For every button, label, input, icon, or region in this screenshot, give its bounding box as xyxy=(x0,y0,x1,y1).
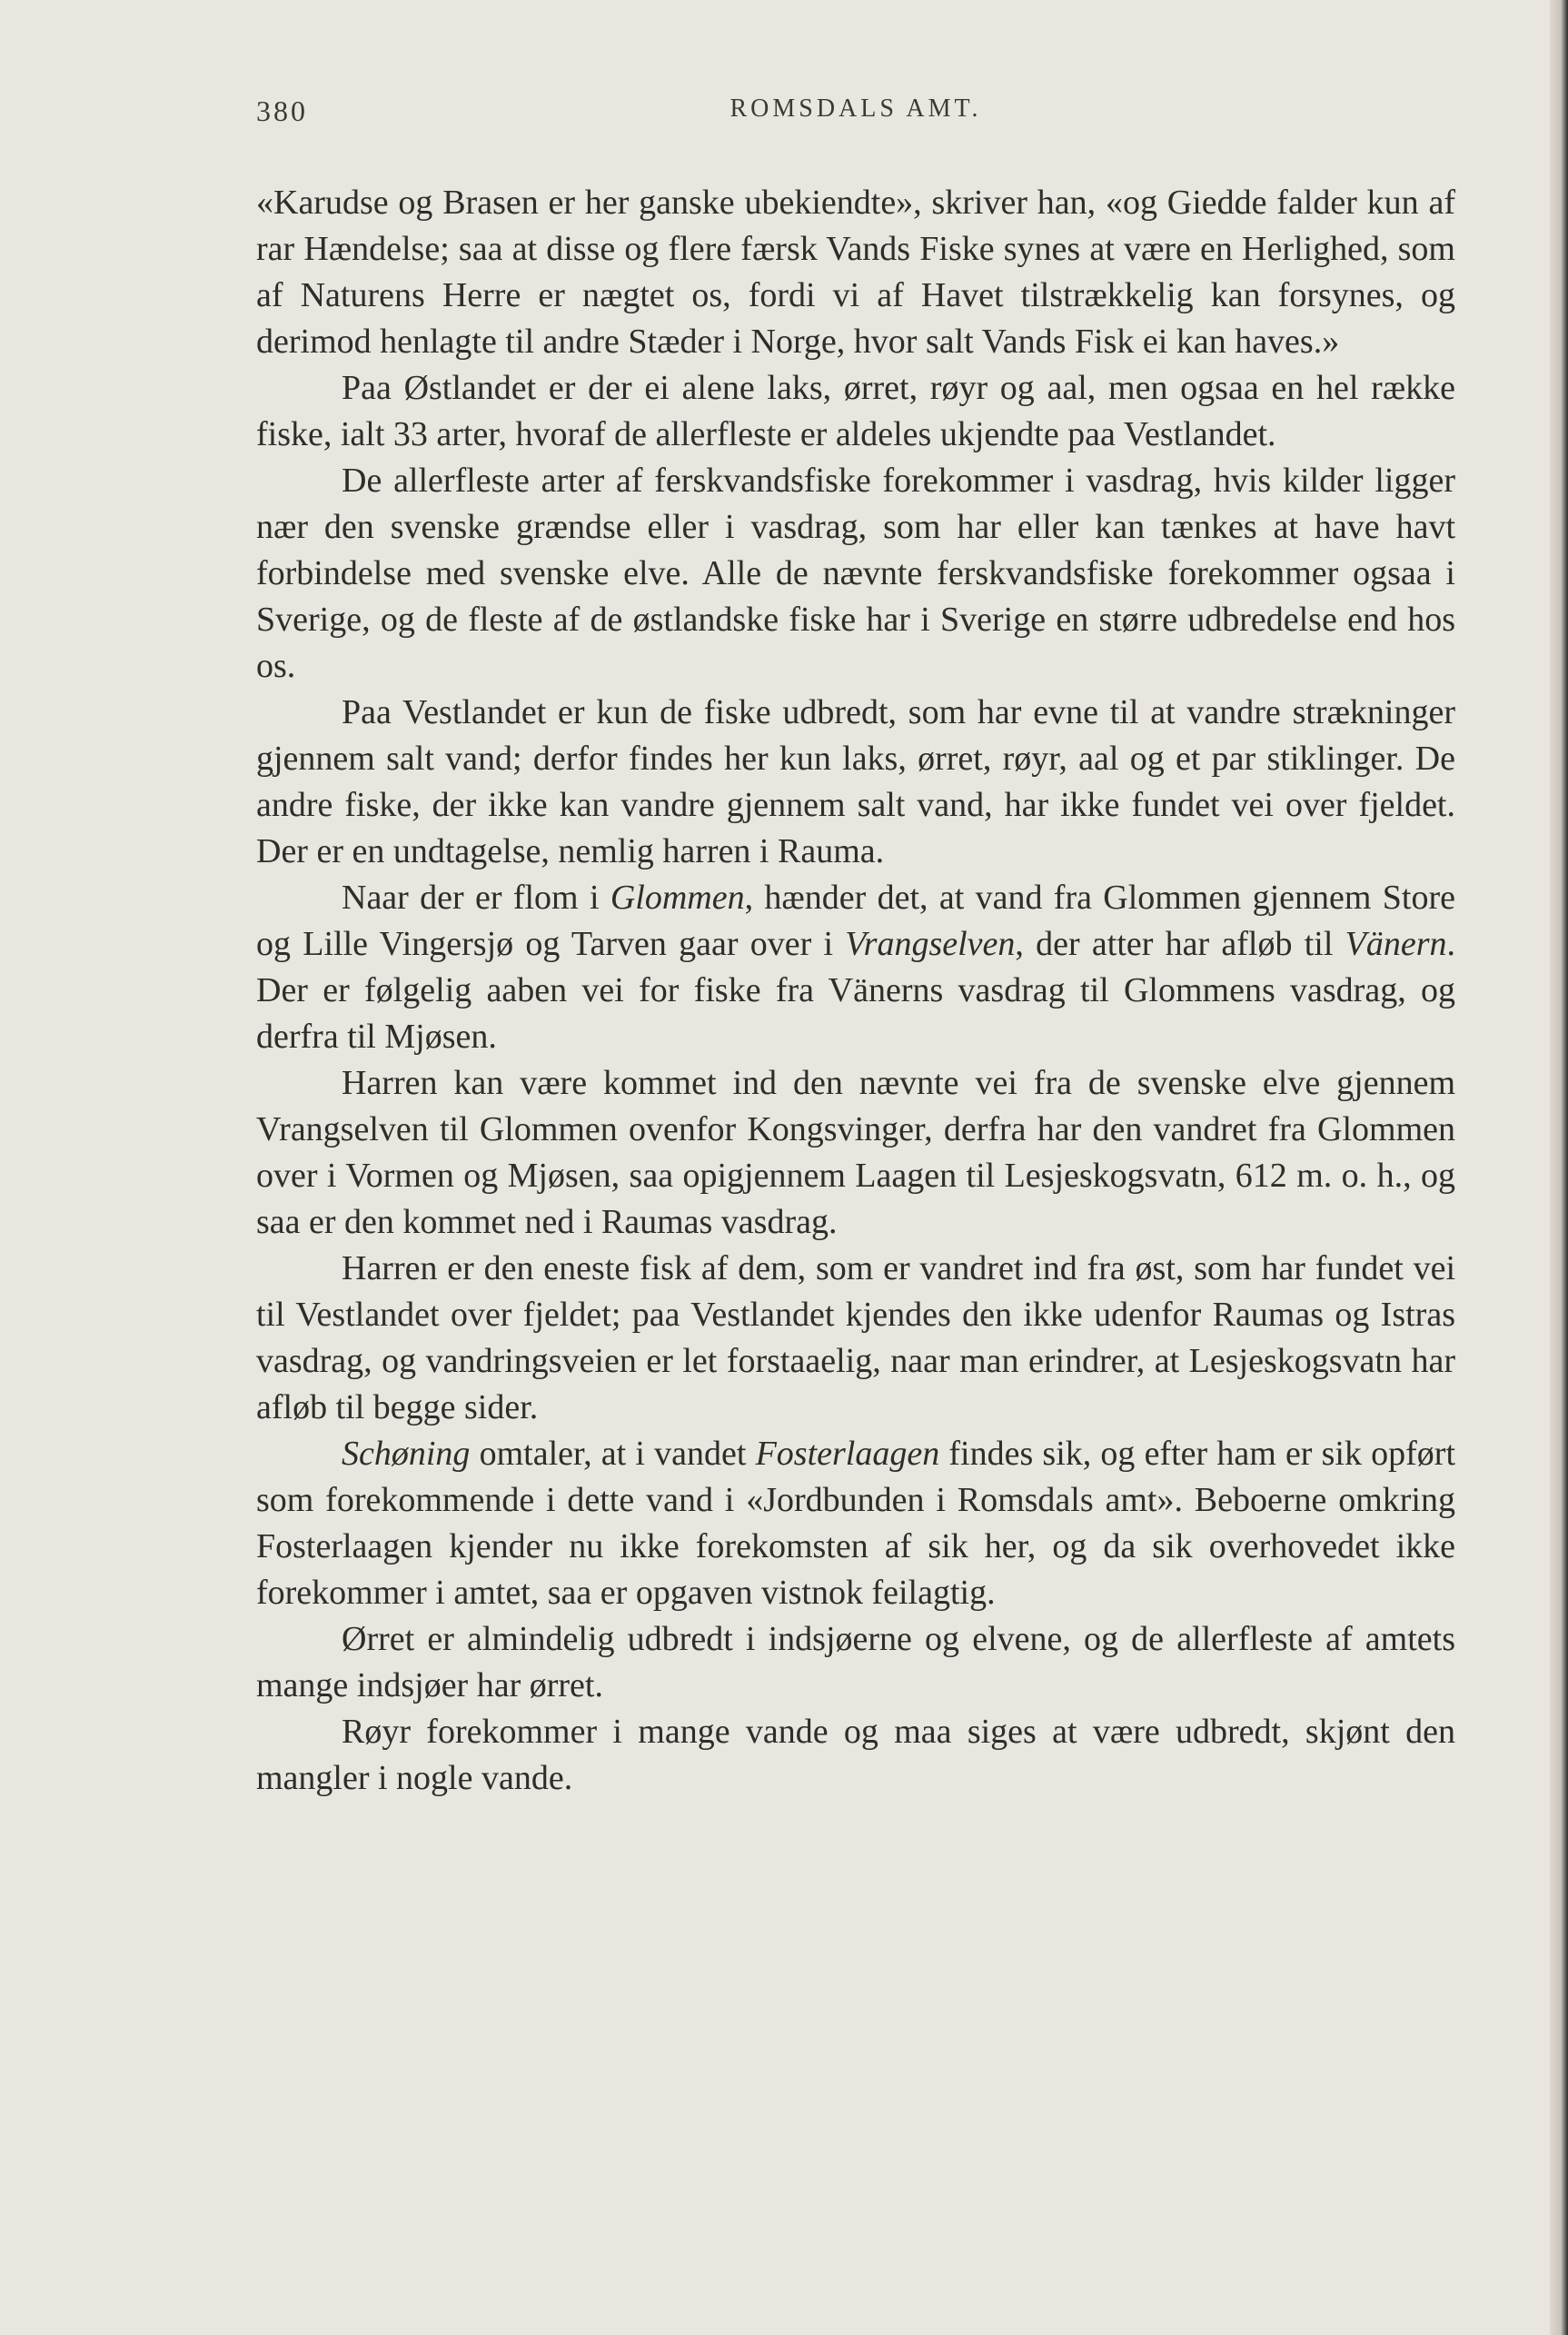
paragraph-ostlandet: Paa Østlandet er der ei alene laks, ørret, røyr og aal, men ogsaa en hel række fiske, ialt 33 arter, hvoraf de allerfleste er aldeles ukjendte paa Vestlandet. xyxy=(256,369,1455,453)
page-edge-shadow xyxy=(1550,0,1568,2335)
paragraph-vestlandet: Paa Vestlandet er kun de fiske udbredt, som har evne til at vandre strækninger gjennem salt vand; derfor findes her kun laks, ørret, røyr, aal og et par stiklinger. De andre fiske, der ikke kan vandre gjennem salt vand, har ikke fundet vei over fjeldet. Der er en undtagelse, nemlig harren i Rauma. xyxy=(256,693,1455,870)
text-run: . Der er følgelig aaben vei for fiske fra Vänerns vasdrag til Glommens vasdrag, og derfra til Mjøsen. xyxy=(256,925,1456,1056)
text-run: , hænder det, at vand fra Glommen gjennem Store og Lille Vingersjø og Tarven gaar over i xyxy=(256,879,1455,963)
page-header xyxy=(256,94,1455,140)
paragraph-royr: Røyr forekommer i mange vande og maa siges at være udbredt, skjønt den mangler i nogle vande. xyxy=(256,1713,1455,1797)
text-run: Naar der er flom i xyxy=(342,879,610,917)
paragraph-quote-karudse: «Karudse og Brasen er her ganske ubekiendte», skriver han, «og Giedde falder kun af rar Hændelse; saa at disse og flere færsk Vands Fiske synes at være en Herlighed, som af Naturens Herre er nægtet os, fordi vi af Havet tilstrækkelig kan forsynes, og derimod henlagte til andre Stæder i Norge, hvor salt Vands Fisk ei kan haves.» xyxy=(256,184,1455,361)
paragraph-harren-vei: Harren kan være kommet ind den nævnte vei fra de svenske elve gjennem Vrangselven til Glommen ovenfor Kongsvinger, derfra har den vandret fra Glommen over i Vormen og Mjøsen, saa opigjennem Laagen til Lesjeskogsvatn, 612 m. o. h., og saa er den kommet ned i Raumas vasdrag. xyxy=(256,1064,1455,1241)
paragraph-harren-eneste: Harren er den eneste fisk af dem, som er vandret ind fra øst, som har fundet vei til Vestlandet over fjeldet; paa Vestlandet kjendes den ikke udenfor Raumas og Istras vasdrag, og vandringsveien er let forstaaelig, naar man erindrer, at Lesjeskogsvatn har afløb til begge sider. xyxy=(256,1249,1455,1426)
text-run: findes sik, og efter ham er sik opført som forekommende i dette vand i «Jordbunden i Romsdals amt». Beboerne omkring Fosterlaagen kjender nu ikke forekomsten af sik her, og da sik overhovedet ikke forekommer i amtet, saa er opgaven vistnok feilagtig. xyxy=(256,1435,1456,1612)
body-text xyxy=(256,180,1455,1802)
place-name-italic: Vänern xyxy=(1345,925,1447,963)
place-name-italic: Fosterlaagen xyxy=(755,1435,940,1473)
text-run: , der atter har afløb til xyxy=(1015,925,1345,963)
paragraph-orret: Ørret er almindelig udbredt i indsjøerne og elvene, og de allerfleste af amtets mange indsjøer har ørret. xyxy=(256,1620,1455,1704)
running-title: ROMSDALS AMT. xyxy=(729,94,982,123)
paragraph-ferskvandsfiske: De allerfleste arter af ferskvandsfiske forekommer i vasdrag, hvis kilder ligger nær den svenske grændse eller i vasdrag, som har eller kan tænkes at have havt forbindelse med svenske elve. Alle de nævnte ferskvandsfiske forekommer ogsaa i Sverige, og de fleste af de østlandske fiske har i Sverige en større udbredelse end hos os. xyxy=(256,462,1455,685)
text-run: omtaler, at i vandet xyxy=(470,1435,756,1473)
paragraph-glommen-flom xyxy=(256,875,1455,1060)
place-name-italic: Vrangselven xyxy=(845,925,1016,963)
page-number: 380 xyxy=(256,94,308,127)
paragraph-schoning xyxy=(256,1431,1455,1616)
place-name-italic: Glommen xyxy=(610,879,745,917)
author-name-italic: Schøning xyxy=(342,1435,471,1473)
